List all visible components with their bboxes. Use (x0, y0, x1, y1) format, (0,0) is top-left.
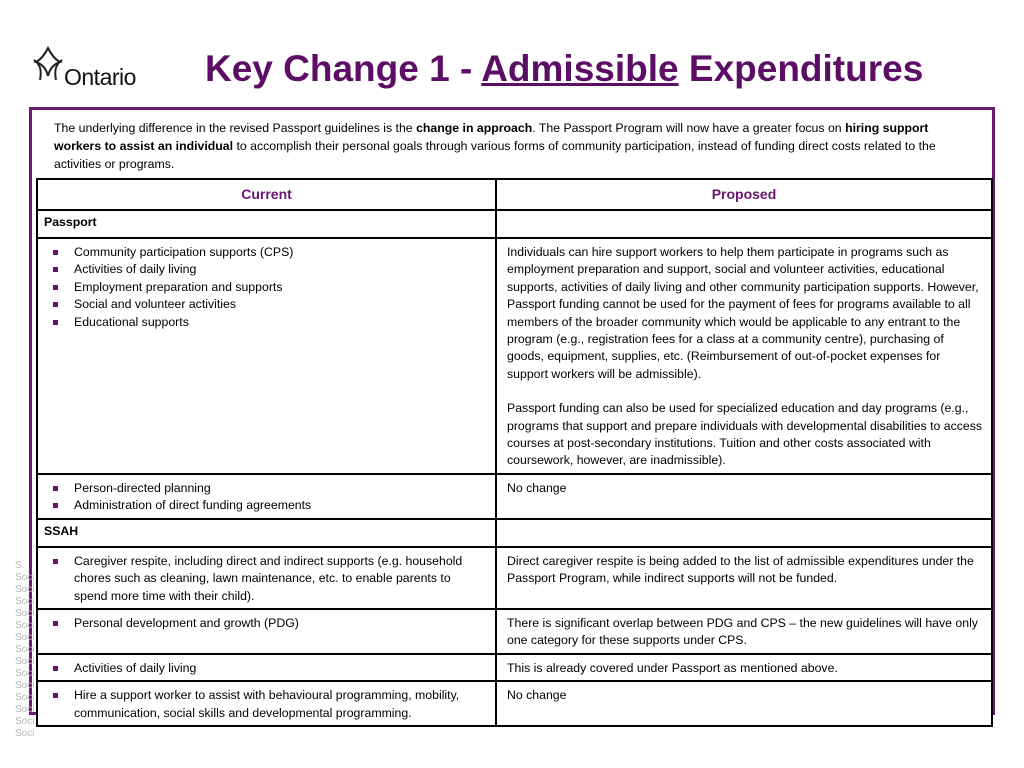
intro-bold: change in approach (416, 121, 533, 135)
background-text-line: Soci (15, 572, 35, 583)
background-text-line: S. (15, 560, 25, 571)
comparison-table (36, 178, 993, 727)
logo-text: Ontario (64, 64, 136, 90)
current-cell (37, 681, 496, 726)
intro-bold: hiring support workers to assist an individual (54, 121, 929, 153)
proposed-cell (496, 238, 992, 474)
background-text-line: Soci (15, 608, 35, 619)
table-row (37, 654, 992, 681)
title-part2: Expenditures (678, 48, 924, 89)
current-list (46, 687, 487, 722)
list-item: Administration of direct funding agreements (74, 497, 487, 514)
list-item: Activities of daily living (74, 261, 487, 278)
header-current: Current (37, 179, 496, 210)
trillium-icon (30, 46, 66, 86)
intro-text: . The Passport Program will now have a greater focus on (532, 121, 846, 135)
current-cell (37, 474, 496, 519)
current-cell (37, 238, 496, 474)
background-text-line: Soci (15, 644, 35, 655)
current-cell (37, 654, 496, 681)
list-item: Social and volunteer activities (74, 296, 487, 313)
proposed-cell: There is significant overlap between PDG and CPS – the new guidelines will have only one category for these supports under CPS. (496, 609, 992, 654)
current-list (46, 660, 487, 677)
list-item: Educational supports (74, 314, 487, 331)
background-text-line: Soci (15, 632, 35, 643)
current-cell (37, 547, 496, 609)
table-row (37, 238, 992, 474)
proposed-cell: No change (496, 474, 992, 519)
list-item: Employment preparation and supports (74, 279, 487, 296)
proposed-cell: Direct caregiver respite is being added to the list of admissible expenditures under the Passport Program, while indirect supports will not be funded. (496, 547, 992, 609)
proposed-cell: No change (496, 681, 992, 726)
list-item: Community participation supports (CPS) (74, 244, 487, 261)
list-item: Caregiver respite, including direct and indirect supports (e.g. household chores such as cleaning, lawn maintenance, etc. to enable parents to spend more time with their child). (74, 553, 487, 605)
background-text-line: Soci (15, 584, 35, 595)
section-row-passport (37, 210, 992, 238)
title-part1: Key Change 1 - (205, 48, 482, 89)
page-title (205, 48, 985, 90)
list-item: Hire a support worker to assist with behavioural programming, mobility, communication, social skills and developmental programming. (74, 687, 487, 722)
background-text-line: Soci (15, 596, 35, 607)
list-item: Personal development and growth (PDG) (74, 615, 487, 632)
current-cell (37, 609, 496, 654)
proposed-cell: This is already covered under Passport as mentioned above. (496, 654, 992, 681)
background-text-line: Soci (15, 668, 35, 679)
table-row (37, 681, 992, 726)
intro-text: to accomplish their personal goals through various forms of community participation, instead of funding direct costs related to the activities or programs. (54, 139, 936, 171)
background-text-line: Soci (15, 728, 35, 739)
table-row (37, 474, 992, 519)
background-text-line: Soci (15, 620, 35, 631)
list-item: Person-directed planning (74, 480, 487, 497)
intro-text: The underlying difference in the revised Passport guidelines is the (54, 121, 417, 135)
background-text-line: Soci (15, 692, 35, 703)
current-list (46, 480, 487, 515)
section-row-ssah (37, 519, 992, 547)
header-proposed: Proposed (496, 179, 992, 210)
current-list (46, 553, 487, 605)
table-header-row (37, 179, 992, 210)
proposed-paragraph: Passport funding can also be used for specialized education and day programs (e.g., programs that support and prepare individuals with developmental disabilities to access courses at post-secondary institutions. Tuition and other costs associated with coursework, however, are inadmissible). (507, 401, 983, 468)
current-list (46, 615, 487, 632)
intro-paragraph (54, 119, 969, 173)
title-underlined: Admissible (481, 48, 679, 89)
section-empty-cell (496, 210, 992, 238)
proposed-paragraph: Individuals can hire support workers to help them participate in programs such as employment preparation and support, social and volunteer activities, educational supports, activities of daily living and other community participation supports. However, Passport funding cannot be used for the payment of fees for programs available to all members of the broader community which would be applicable to any entrant to the program (e.g., registration fees for a class at a community centre), purchasing of goods, equipment, supplies, etc. (Reimbursement of out-of-pocket expenses for support workers will be admissible). (507, 245, 979, 381)
table-row (37, 609, 992, 654)
background-text-line: Soci (15, 716, 35, 727)
list-item: Activities of daily living (74, 660, 487, 677)
background-text-line: Soci (15, 680, 35, 691)
current-list (46, 244, 487, 331)
table-row (37, 547, 992, 609)
background-text-line: Soci (15, 656, 35, 667)
background-text-line: Soci (15, 704, 35, 715)
ontario-logo (30, 46, 150, 92)
section-empty-cell (496, 519, 992, 547)
comparison-table-wrapper (36, 178, 991, 762)
section-label-passport: Passport (37, 210, 496, 238)
section-label-ssah: SSAH (37, 519, 496, 547)
